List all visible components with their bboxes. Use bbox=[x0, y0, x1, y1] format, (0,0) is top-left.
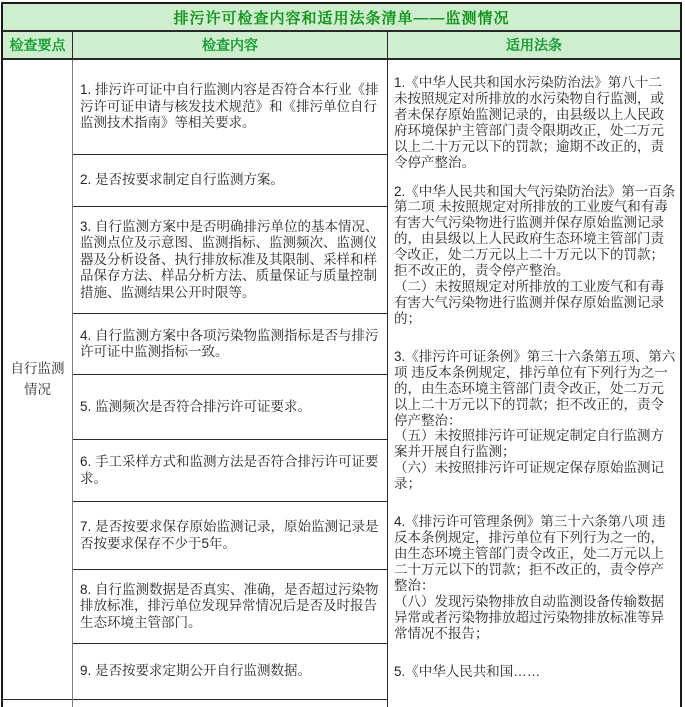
check-content-column bbox=[73, 60, 388, 707]
legal-provision-3-text: 3.《排污许可证条例》第三十六条第五项、第六项 违反本条例规定，排污单位有下列行为之一的，由生态环境主管部门责令改正，处二万元以上二十万元以下的罚款；拒不改正的，责令停产整治： bbox=[394, 348, 676, 428]
legal-provision-4-sub-1: （八）发现污染物排放自动监测设备传输数据异常或者污染物排放超过污染物排放标准等异常情况不报告； bbox=[394, 593, 664, 641]
legal-provision-3-sub-2: （六）未按照排污许可证规定保存原始监测记录； bbox=[394, 460, 664, 492]
legal-provision-2-sub-1: （二）未按照规定对所排放的工业废气和有毒有害大气污染物进行监测并保存原始监测记录的； bbox=[394, 279, 664, 326]
check-item-8: 8. 自行监测数据是否真实、准确，是否超过污染物排放标准，排污单位发现异常情况后是否及时报告生态环境主管部门。 bbox=[73, 570, 387, 644]
table-body bbox=[3, 60, 680, 707]
check-item-next-partial bbox=[73, 700, 387, 707]
check-point-next-row-partial bbox=[3, 700, 72, 707]
check-item-4: 4. 自行监测方案中各项污染物监测指标是否与排污许可证中监测指标一致。 bbox=[73, 314, 387, 375]
check-point-column bbox=[3, 60, 73, 707]
inspection-table bbox=[1, 2, 682, 707]
check-item-5: 5. 监测频次是否符合排污许可证要求。 bbox=[73, 375, 387, 440]
table-title: 排污许可检查内容和适用法条清单——监测情况 bbox=[3, 4, 680, 32]
check-item-9: 9. 是否按要求定期公开自行监测数据。 bbox=[73, 644, 387, 700]
legal-provision-3 bbox=[394, 349, 676, 492]
check-item-7: 7. 是否按要求保存原始监测记录，原始监测记录是否按要求保存不少于5年。 bbox=[73, 502, 387, 570]
check-item-3: 3. 自行监测方案中是否明确排污单位的基本情况、监测点位及示意图、监测指标、监测频次、监测仪器及分析设备、执行排放标准及其限制、采样和样品保存方法、样品分析方法、质量保证与质量控制措施、监测结果公开时限等。 bbox=[73, 207, 387, 314]
legal-provision-4 bbox=[394, 514, 676, 641]
check-item-2: 2. 是否按要求制定自行监测方案。 bbox=[73, 155, 387, 207]
legal-provision-3-sub-1: （五）未按照排污许可证规定制定自行监测方案并开展自行监测； bbox=[394, 428, 664, 460]
legal-basis-column bbox=[388, 60, 680, 707]
legal-provision-2-text: 2.《中华人民共和国大气污染防治法》第一百条第二项 未按照规定对所排放的工业废气和有毒有害大气污染物进行监测并保存原始监测记录的，由县级以上人民政府生态环境主管部门责令改正，处二万元以上二十万元以下的罚款；拒不改正的，责令停产整治。 bbox=[394, 183, 676, 279]
legal-provision-1-text: 1.《中华人民共和国水污染防治法》第八十二 未按照规定对所排放的水污染物自行监测，或者未保存原始监测记录的，由县级以上人民政府环境保护主管部门责令限期改正，处二万元以上二十万元以下的罚款；逾期不改正的，责令停产整治。 bbox=[394, 75, 664, 170]
legal-provision-2 bbox=[394, 184, 676, 327]
header-check-point: 检查要点 bbox=[3, 32, 73, 58]
header-legal-basis: 适用法条 bbox=[506, 37, 562, 53]
check-item-6: 6. 手工采样方式和监测方法是否符合排污许可证要求。 bbox=[73, 440, 387, 502]
table-header-row bbox=[3, 32, 680, 60]
legal-provision-4-text: 4.《排污许可管理条例》第三十六条第八项 违反本条例规定，排污单位有下列行为之一的，由生态环境主管部门责令改正，处二万元以上二十万元以下的罚款；拒不改正的，责令停产整治： bbox=[394, 514, 666, 593]
legal-provision-1 bbox=[394, 75, 676, 171]
check-point-cell: 自行监测情况 bbox=[3, 60, 72, 700]
header-check-content: 检查内容 bbox=[73, 32, 388, 58]
legal-provision-5-partial: 5.《中华人民共和国…… bbox=[394, 663, 541, 679]
check-item-1: 1. 排污许可证中自行监测内容是否符合本行业《排污许可证申请与核发技术规范》和《排污单位自行监测技术指南》等相关要求。 bbox=[73, 60, 387, 155]
